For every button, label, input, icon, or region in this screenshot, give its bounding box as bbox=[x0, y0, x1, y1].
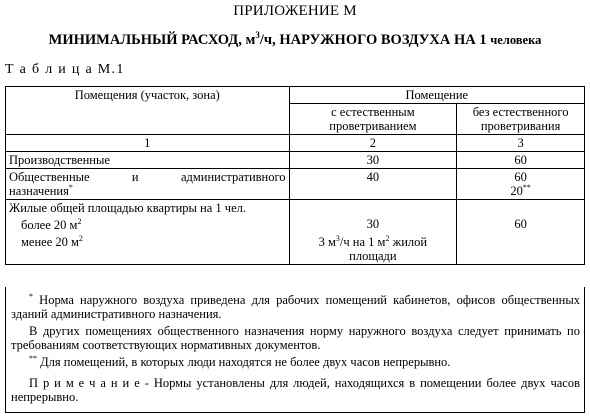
col3-header-line1: без естественного bbox=[472, 105, 569, 119]
row3-sup-2: 2 bbox=[78, 233, 83, 243]
row2-value-no-natural-alt: 20 bbox=[510, 184, 523, 198]
col2-header-line1: с естественным bbox=[331, 105, 415, 119]
notes-section bbox=[5, 287, 585, 413]
col-number-1: 1 bbox=[6, 135, 290, 152]
row3-value-alt-sup1: 3 bbox=[335, 233, 340, 243]
col1-header: Помещения (участок, зона) bbox=[6, 87, 290, 135]
note1-mark: * bbox=[29, 291, 33, 301]
row1-value-natural: 30 bbox=[289, 152, 457, 169]
row2-alt-footnote-mark: ** bbox=[522, 182, 531, 192]
note2-text: В других помещениях общественного назначения норму наружного воздуха следует принимать по требованиям соответствующих нормативных документов. bbox=[11, 324, 580, 352]
row3-value-alt-sup2: 2 bbox=[385, 233, 390, 243]
row3-name-line3: менее 20 м bbox=[21, 235, 79, 249]
row3-value-natural-main: 30 bbox=[366, 217, 380, 231]
note4-label: П р и м е ч а н и е bbox=[29, 376, 140, 390]
row3-value-alt-line2: площади bbox=[349, 249, 397, 263]
table-row bbox=[6, 200, 585, 265]
group-header: Помещение bbox=[289, 87, 584, 104]
row3-value-alt-mid: /ч на 1 м bbox=[339, 235, 386, 249]
note4-text: - Нормы установлены для людей, находящихся в помещении более двух часов непрерывно. bbox=[11, 376, 580, 404]
col2-header bbox=[289, 104, 457, 135]
table-header-row-1 bbox=[6, 87, 585, 104]
row2-name-line2: назначения bbox=[9, 184, 69, 198]
row1-value-no-natural: 60 bbox=[457, 152, 585, 169]
row1-name: Производственные bbox=[6, 152, 290, 169]
note3-mark: ** bbox=[29, 353, 37, 363]
row2-name-word1: Общественные bbox=[9, 170, 90, 184]
row3-name-line1: Жилые общей площадью квартиры на 1 чел. bbox=[9, 201, 246, 215]
note3-text: Для помещений, в которых люди находятся не более двух часов непрерывно. bbox=[37, 355, 451, 369]
row2-name bbox=[6, 169, 290, 200]
col3-header-line2: проветривания bbox=[480, 119, 561, 133]
row2-name-word3: административного bbox=[180, 170, 286, 184]
table-row bbox=[6, 169, 585, 200]
column-number-row bbox=[6, 135, 585, 152]
table-row bbox=[6, 152, 585, 169]
heading-main: МИНИМАЛЬНЫЙ РАСХОД, м bbox=[48, 32, 256, 48]
heading-sup: 3 bbox=[255, 30, 260, 41]
row2-value-natural: 40 bbox=[289, 169, 457, 200]
row3-sup-1: 2 bbox=[77, 216, 82, 226]
row3-name bbox=[6, 200, 290, 265]
row2-name-word2: и bbox=[131, 170, 139, 184]
note1-text: Норма наружного воздуха приведена для рабочих помещений кабинетов, офисов общественных зданий административного назначения. bbox=[11, 293, 580, 321]
row2-footnote-mark: * bbox=[68, 182, 73, 192]
row3-value-alt-post: жилой bbox=[389, 235, 428, 249]
row3-name-line2: более 20 м bbox=[21, 218, 78, 232]
appendix-title: ПРИЛОЖЕНИЕ М bbox=[233, 3, 357, 19]
heading-tail: человека bbox=[490, 33, 542, 47]
col-number-2: 2 bbox=[289, 135, 457, 152]
document-heading bbox=[0, 32, 590, 49]
air-rate-table bbox=[5, 86, 585, 265]
col3-header bbox=[457, 104, 585, 135]
row2-value-no-natural-main: 60 bbox=[514, 170, 527, 184]
row3-value-alt-pre: 3 м bbox=[318, 235, 336, 249]
table-label: Т а б л и ц а М.1 bbox=[5, 62, 125, 77]
row3-value-natural bbox=[289, 200, 457, 265]
row2-value-no-natural bbox=[457, 169, 585, 200]
heading-main2: /ч, НАРУЖНОГО ВОЗДУХА НА 1 bbox=[259, 32, 487, 48]
col2-header-line2: проветриванием bbox=[329, 119, 417, 133]
row3-value-no-natural: 60 bbox=[457, 200, 585, 265]
col-number-3: 3 bbox=[457, 135, 585, 152]
